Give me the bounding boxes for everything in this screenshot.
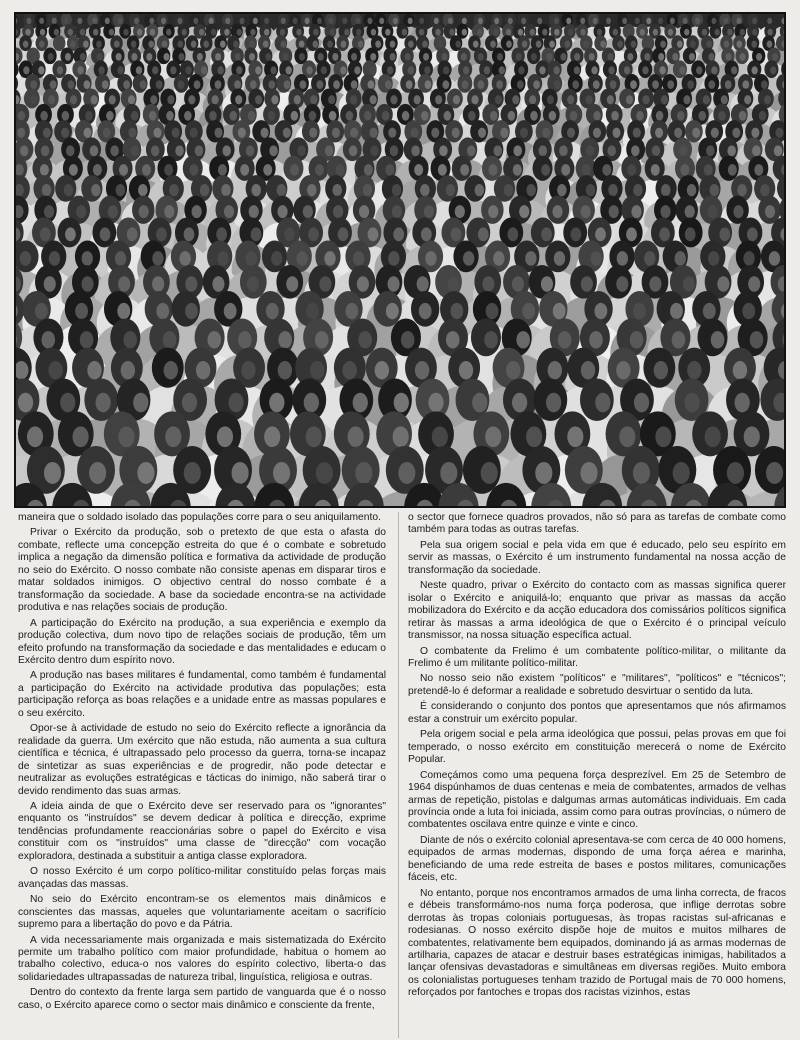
paragraph: Pela origem social e pela arma ideológica que possui, pelas provas em que foi temperado, o nosso exército em constituição merecerá o nome de Exército Popular.	[408, 729, 786, 766]
paragraph: Privar o Exército da produção, sob o pretexto de que esta o afasta do combate, reflecte uma concepção estreita do que é o combate e sobretudo implica a negação da dimensão política e formativa da actividade de produção no seio do Exército. O nosso combate não consiste apenas em disparar tiros e matar soldados inimigos. O objectivo central do nosso combate é a transformação da sociedade. A base da sociedade encontra-se na actividade produtiva e nas relações sociais de produção.	[18, 527, 386, 614]
paragraph: Opor-se à actividade de estudo no seio do Exército reflecte a ignorância da realidade da guerra. Um exército que não estuda, não aumenta a sua cultura científica e técnica, é ultrapassado pelo processo da guerra, torna-se incapaz de sintetizar as suas experiências e de progredir, não pode detectar e neutralizar as evoluções estratégicas e tácticas do inimigo, não saberá tirar o devido rendimento das suas armas.	[18, 723, 386, 797]
paragraph: O nosso Exército é um corpo político-militar constituído pelas forças mais avançadas das massas.	[18, 866, 386, 890]
paragraph: Começámos como uma pequena força desprezível. Em 25 de Setembro de 1964 dispúnhamos de duas centenas e meia de combatentes, armados de velhas armas de repetição, pistolas e dalgumas armas automáticas individuais. Em cada província onde a luta foi iniciada, assim como para outras províncias, o número de combatentes oscilava entre quinze e vinte e cinco.	[408, 769, 786, 831]
paragraph: É considerando o conjunto dos pontos que apresentamos que nós afirmamos estar a construir um exército popular.	[408, 701, 786, 725]
paragraph: A ideia ainda de que o Exército deve ser reservado para os "ignorantes" enquanto os "instruídos" se devem dedicar à política e direcção, exprime tendências profundamente reaccionárias sobre o papel do Exército e visa constituir com os "instruídos" uma classe de "direcção" com vocação exploradora, destinada a substituir a antiga classe exploradora.	[18, 800, 386, 862]
paragraph: No entanto, porque nos encontramos armados de uma linha correcta, de fracos e débeis transformámo-nos numa força poderosa, que inflige derrotas sobre derrotas às tropas coloniais portuguesas, às tropas racistas sul-africanas e rodesianas. O nosso exército dispõe hoje de muitos e muitos milhares de combatentes, relativamente bem equipados, dominando já as armas modernas de artilharia, capazes de atacar e destruir bases estratégicas inimigas, habilitados a lançar ofensivas devastadoras e simultâneas em diversas regiões. Muito embora os colonialistas portugueses tenham trazido de Portugal mais de 70 000 homens, reforçados por fantoches e tropas dos racistas vizinhos, estas	[408, 887, 786, 999]
paragraph: Neste quadro, privar o Exército do contacto com as massas significa querer isolar o Exército e aniquilá-lo; enquanto que privar as massas da acção mobilizadora do Exército e da acção educadora dos comissários políticos significa retirar às massas a arma ideológica de que o Exército é o principal veículo transmissor, na nossa situação específica actual.	[408, 580, 786, 642]
crowd-photo	[14, 12, 786, 508]
article-body	[18, 512, 788, 1038]
paragraph: A vida necessariamente mais organizada e mais sistematizada do Exército permite um trabalho político com maior profundidade, habitua o homem ao trabalho colectivo, educa-o nos valores do espírito colectivo, liberta-o das solidariedades ultrapassadas de natureza tribal, linguística, religiosa e outras.	[18, 934, 386, 983]
paragraph: A produção nas bases militares é fundamental, como também é fundamental a participação do Exército na actividade produtiva das populações; esta participação reforça as boas relações e a unidade entre as massas populares e o seu exército.	[18, 670, 386, 719]
paragraph: A participação do Exército na produção, a sua experiência e exemplo da produção colectiva, dum novo tipo de relações sociais de produção, têm um efeito profundo na transformação da sociedade e das mentalidades e educam o Exército dentro dum espírito novo.	[18, 617, 386, 666]
column-divider	[398, 512, 399, 1038]
left-text-column	[18, 512, 386, 1038]
paragraph: O combatente da Frelimo é um combatente político-militar, o militante da Frelimo é um militante político-militar.	[408, 645, 786, 669]
paragraph: Diante de nós o exército colonial apresentava-se com cerca de 40 000 homens, equipados de armas modernas, dispondo de uma força aérea e marinha, beneficiando de uma rede estreita de bases e postos militares, comunicações fáceis, etc.	[408, 834, 786, 884]
paragraph: o sector que fornece quadros provados, não só para as tarefas de combate como também para todas as outras tarefas.	[408, 512, 786, 536]
paragraph: Dentro do contexto da frente larga sem partido de vanguarda que é o nosso caso, o Exército aparece como o sector mais dinâmico e consciente da frente,	[18, 987, 386, 1011]
paragraph: No seio do Exército encontram-se os elementos mais dinâmicos e conscientes das massas, aqueles que voluntariamente aceitam o sacrifício supremo para a libertação do povo e da Pátria.	[18, 894, 386, 931]
crowd-illustration	[16, 14, 784, 506]
right-text-column	[408, 512, 786, 1038]
paragraph: No nosso seio não existem "políticos" e "militares", "políticos" e "técnicos"; pretendê-lo é deformar a realidade e sobretudo desvirtuar o sentido da luta.	[408, 673, 786, 697]
paragraph: maneira que o soldado isolado das populações corre para o seu aniquilamento.	[18, 512, 381, 523]
paragraph: Pela sua origem social e pela vida em que é educado, pelo seu espírito em servir as massas, o Exército é um instrumento fundamental na nossa acção de transformação da sociedade.	[408, 539, 786, 576]
